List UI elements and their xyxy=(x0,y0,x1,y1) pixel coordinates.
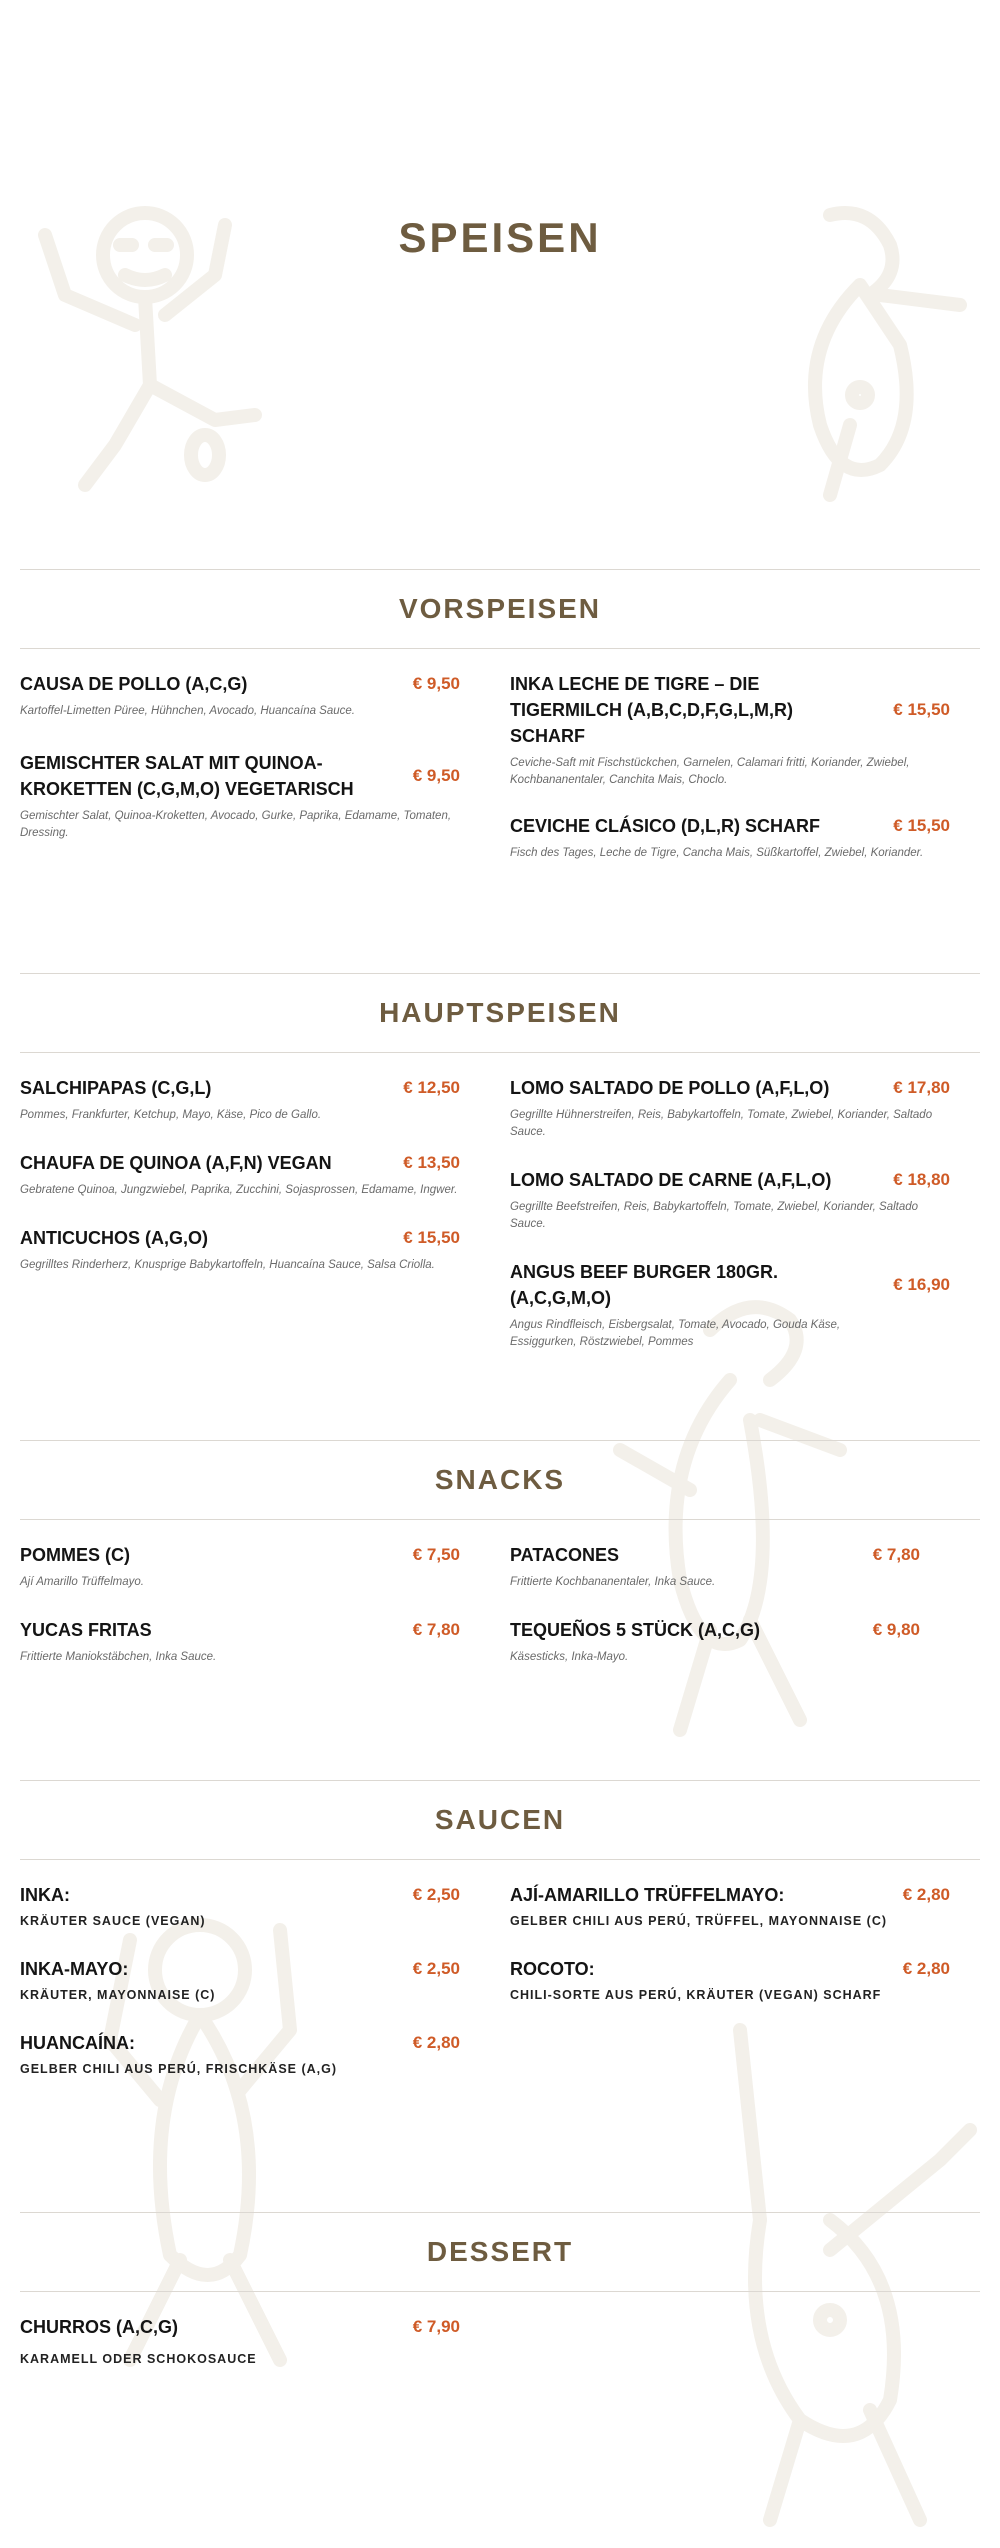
menu-item xyxy=(20,671,460,720)
menu-item xyxy=(510,1956,950,2004)
item-description: Ceviche-Saft mit Fischstückchen, Garnelen, Calamari fritti, Koriander, Zwiebel, Kochbananentaler, Canchita Mais, Choclo. xyxy=(510,757,910,786)
menu-item xyxy=(20,750,460,842)
item-description: Fisch des Tages, Leche de Tigre, Cancha Mais, Süßkartoffel, Zwiebel, Koriander. xyxy=(510,847,924,859)
menu-item xyxy=(510,1542,920,1591)
menu-item xyxy=(20,1075,460,1124)
item-name: SALCHIPAPAS (C,G,L) xyxy=(20,1078,212,1098)
item-description: Gegrilltes Rinderherz, Knusprige Babykartoffeln, Huancaína Sauce, Salsa Criolla. xyxy=(20,1259,435,1271)
section-snacks xyxy=(20,1440,980,1692)
item-description: Gegrillte Hühnerstreifen, Reis, Babykartoffeln, Tomate, Zwiebel, Koriander, Saltado Sauce. xyxy=(510,1109,933,1138)
item-name: INKA LECHE DE TIGRE – DIE TIGERMILCH (A,B,C,D,F,G,L,M,R) SCHARF xyxy=(510,674,793,746)
menu-item xyxy=(510,813,950,862)
item-subtitle: KRÄUTER, MAYONNAISE (C) xyxy=(20,1988,216,2002)
item-name: ROCOTO: xyxy=(510,1959,595,1979)
item-subtitle: GELBER CHILI AUS PERÚ, TRÜFFEL, MAYONNAISE (C) xyxy=(510,1914,888,1928)
item-price: € 2,80 xyxy=(412,2033,460,2052)
item-price: € 16,90 xyxy=(893,1275,950,1294)
item-price: € 7,90 xyxy=(412,2317,460,2336)
menu-item xyxy=(510,671,950,789)
section-vorspeisen xyxy=(20,569,980,888)
item-price: € 7,80 xyxy=(872,1545,920,1564)
item-name: PATACONES xyxy=(510,1545,620,1565)
menu-item xyxy=(510,1882,950,1930)
item-subtitle: KARAMELL ODER SCHOKOSAUCE xyxy=(20,2352,257,2366)
menu-item xyxy=(510,1075,950,1141)
menu-item xyxy=(20,1150,460,1199)
item-price: € 9,50 xyxy=(412,766,460,785)
item-name: TEQUEÑOS 5 STÜCK (A,C,G) xyxy=(510,1620,761,1640)
menu-item xyxy=(20,2314,460,2368)
item-price: € 9,80 xyxy=(872,1620,920,1639)
item-subtitle: CHILI-SORTE AUS PERÚ, KRÄUTER (VEGAN) SCHARF xyxy=(510,1988,882,2002)
item-name: LOMO SALTADO DE POLLO (A,F,L,O) xyxy=(510,1078,830,1098)
item-description: Frittierte Maniokstäbchen, Inka Sauce. xyxy=(20,1651,217,1663)
item-price: € 7,50 xyxy=(412,1545,460,1564)
item-description: Gebratene Quinoa, Jungzwiebel, Paprika, Zucchini, Sojasprossen, Edamame, Ingwer. xyxy=(20,1184,458,1196)
item-price: € 7,80 xyxy=(412,1620,460,1639)
item-name: AJÍ-AMARILLO TRÜFFELMAYO: xyxy=(510,1885,785,1905)
item-subtitle: KRÄUTER SAUCE (VEGAN) xyxy=(20,1914,206,1928)
menu-item xyxy=(20,2030,460,2078)
item-price: € 18,80 xyxy=(893,1170,950,1189)
menu-item xyxy=(510,1167,950,1233)
item-description: Frittierte Kochbananentaler, Inka Sauce. xyxy=(510,1576,716,1588)
item-price: € 2,50 xyxy=(412,1885,460,1904)
item-name: CHURROS (A,C,G) xyxy=(20,2317,178,2337)
item-price: € 2,80 xyxy=(902,1885,950,1904)
menu-item xyxy=(20,1542,460,1591)
section-title: DESSERT xyxy=(20,2212,980,2292)
item-price: € 12,50 xyxy=(403,1078,460,1097)
item-price: € 15,50 xyxy=(403,1228,460,1247)
item-name: ANTICUCHOS (A,G,O) xyxy=(20,1228,208,1248)
item-price: € 15,50 xyxy=(893,700,950,719)
item-name: ANGUS BEEF BURGER 180GR. (A,C,G,M,O) xyxy=(510,1262,779,1308)
item-name: CEVICHE CLÁSICO (D,L,R) SCHARF xyxy=(510,816,820,836)
section-saucen xyxy=(20,1780,980,2104)
menu-item xyxy=(20,1617,460,1666)
item-name: CHAUFA DE QUINOA (A,F,N) VEGAN xyxy=(20,1153,332,1173)
item-price: € 2,50 xyxy=(412,1959,460,1978)
menu-item xyxy=(510,1617,920,1666)
item-name: LOMO SALTADO DE CARNE (A,F,L,O) xyxy=(510,1170,832,1190)
item-name: GEMISCHTER SALAT MIT QUINOA-KROKETTEN (C,G,M,O) VEGETARISCH xyxy=(20,753,354,799)
item-price: € 2,80 xyxy=(902,1959,950,1978)
item-name: HUANCAÍNA: xyxy=(20,2033,135,2053)
menu-item xyxy=(20,1882,460,1930)
item-description: Gemischter Salat, Quinoa-Kroketten, Avocado, Gurke, Paprika, Edamame, Tomaten, Dressing. xyxy=(20,810,452,839)
section-title: VORSPEISEN xyxy=(20,569,980,649)
menu-item xyxy=(510,1259,950,1351)
section-title: HAUPTSPEISEN xyxy=(20,973,980,1053)
item-description: Ají Amarillo Trüffelmayo. xyxy=(20,1576,144,1588)
item-name: INKA: xyxy=(20,1885,70,1905)
item-price: € 13,50 xyxy=(403,1153,460,1172)
item-description: Angus Rindfleisch, Eisbergsalat, Tomate, Avocado, Gouda Käse, Essiggurken, Röstzwiebel, Pommes xyxy=(510,1319,841,1348)
section-title: SNACKS xyxy=(20,1440,980,1520)
menu-item xyxy=(20,1225,460,1274)
item-price: € 9,50 xyxy=(412,674,460,693)
section-dessert xyxy=(20,2212,980,2394)
item-price: € 17,80 xyxy=(893,1078,950,1097)
item-subtitle: GELBER CHILI AUS PERÚ, FRISCHKÄSE (A,G) xyxy=(20,2062,338,2076)
section-hauptspeisen xyxy=(20,973,980,1377)
item-description: Käsesticks, Inka-Mayo. xyxy=(510,1651,629,1663)
item-name: POMMES (C) xyxy=(20,1545,130,1565)
item-description: Pommes, Frankfurter, Ketchup, Mayo, Käse, Pico de Gallo. xyxy=(20,1109,322,1121)
item-description: Gegrillte Beefstreifen, Reis, Babykartoffeln, Tomate, Zwiebel, Koriander, Saltado Sauce. xyxy=(510,1201,919,1230)
item-name: INKA-MAYO: xyxy=(20,1959,129,1979)
page-title: SPEISEN xyxy=(398,214,602,261)
item-price: € 15,50 xyxy=(893,816,950,835)
item-name: CAUSA DE POLLO (A,C,G) xyxy=(20,674,248,694)
section-title: SAUCEN xyxy=(20,1780,980,1860)
item-name: YUCAS FRITAS xyxy=(20,1620,152,1640)
menu-item xyxy=(20,1956,460,2004)
item-description: Kartoffel-Limetten Püree, Hühnchen, Avocado, Huancaína Sauce. xyxy=(20,705,355,717)
